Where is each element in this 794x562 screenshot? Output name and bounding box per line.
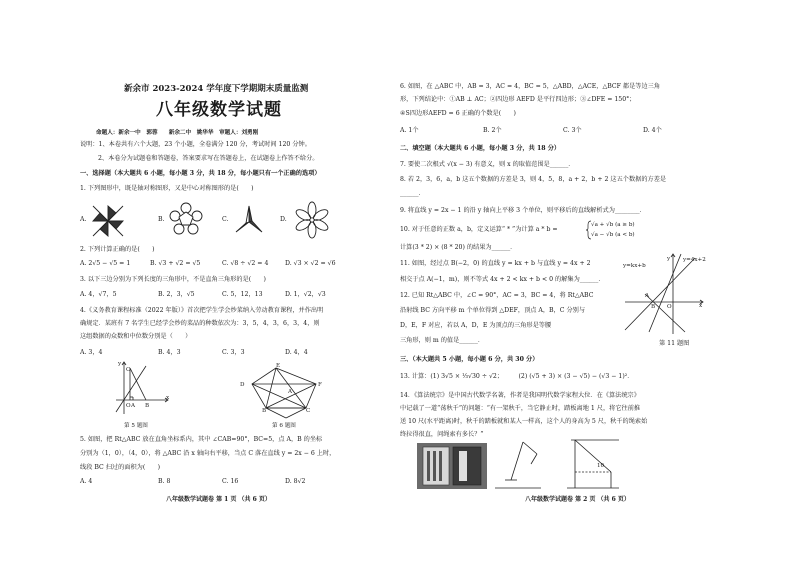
fig11-label-b: B xyxy=(651,304,656,310)
question-5-line1: 5. 如图，把 Rt△ABC 放在直角坐标系内，其中 ∠CAB=90°，BC=5，点 A，B 的坐标 xyxy=(80,436,323,443)
fig11-label-y: y xyxy=(667,256,671,262)
fig11-label-x: x xyxy=(699,303,703,309)
question-14-line4: 终拉得很直，问绳索有多长？” xyxy=(400,431,484,438)
q1-option-d: D. xyxy=(280,216,287,223)
exam-title-line1: 新余市 2023-2024 学年度下学期期末质量监测 xyxy=(124,84,309,94)
fig6-label-b: B xyxy=(262,408,267,414)
figure-6-equilateral-triangles xyxy=(246,364,328,420)
q2-option-b: B. √3 + √2 = √5 xyxy=(150,260,201,267)
figure-11-caption: 第 11 题图 xyxy=(659,340,690,347)
question-6-line2: 形，下列结论中：①AB ⊥ AC；②四边形 AEFD 是平行四边形；③∠DFE = 150°； xyxy=(400,96,636,103)
q6-option-d: D. 4个 xyxy=(643,127,662,134)
question-4-line1: 4.《义务教育课程标准（2022 年版）》首次把学生学会炒菜纳入劳动教育课程，并作出明 xyxy=(80,307,324,314)
question-8-line1: 8. 若 2，3，6，a，b 这五个数据的方差是 3，则 4，5，8，a + 2，b + 2 这五个数据的方差是 xyxy=(400,176,667,183)
question-10-line2: 计算(3 * 2) × (8 * 20) 的结果为______． xyxy=(400,244,517,251)
q4-option-a: A. 3，4 xyxy=(80,349,103,356)
question-10-line1: 10. 对于任意的正数 a，b，定义运算“ * ”为计算 a * b = xyxy=(400,226,558,233)
question-12-line4: 三角形，则 m 的值是______． xyxy=(400,337,485,344)
q3-option-d: D. 1，√2，√3 xyxy=(285,291,326,298)
q6-option-a: A. 1个 xyxy=(400,127,419,134)
figure-6-caption: 第 6 题图 xyxy=(272,423,296,429)
question-5-line3: 线段 BC 扫过的面积为( ) xyxy=(80,464,161,471)
right-page-footer: 八年级数学试题卷 第 2 页 （共 6 页） xyxy=(525,496,630,503)
q1-option-b: B. xyxy=(158,216,165,223)
question-7: 7. 要使二次根式 √(x − 3) 有意义，则 x 的取值范围是______． xyxy=(400,161,575,168)
q4-option-b: B. 4，3 xyxy=(158,349,181,356)
q1-option-a: A. xyxy=(80,216,87,223)
question-6-line1: 6. 如图，在 △ABC 中，AB = 3，AC = 4，BC = 5，△ABD，△ACE，△BCF 都是等边三角 xyxy=(400,83,661,90)
q5-option-b: B. 8 xyxy=(158,478,171,485)
question-14-line3: 送 10 尺(水平距离)时，秋千的踏板就和某人一样高，这个人的身高为 5 尺，秋千的绳索始 xyxy=(400,418,648,425)
six-petal-flower-figure xyxy=(292,200,332,240)
fig5-label-o: O xyxy=(126,403,131,409)
swing-sketch-figure xyxy=(493,440,543,490)
fig6-label-c: C xyxy=(306,408,311,414)
q3-option-c: C. 5，12，13 xyxy=(222,291,263,298)
q3-option-b: B. 2，3，√5 xyxy=(158,291,195,298)
exam-note-1: 说明：1、本卷共有六个大题，23 个小题，全卷满分 120 分，考试时间 120 分钟。 xyxy=(80,141,311,148)
left-page-footer: 八年级数学试题卷 第 1 页 （共 6 页） xyxy=(166,496,271,503)
fig11-label-y-4x-2: y=4x+2 xyxy=(683,257,706,263)
fig5-label-x: x xyxy=(166,395,170,401)
question-12-line1: 12. 已知 Rt△ABC 中，∠C = 90°，AC = 3，BC = 4，将 Rt△ABC xyxy=(400,292,594,299)
q4-option-c: C. 3，3 xyxy=(222,349,245,356)
fig5-label-b: B xyxy=(145,403,150,409)
fig5-label-c: C xyxy=(126,367,131,373)
figure-5-caption: 第 5 题图 xyxy=(124,423,148,429)
fig11-label-o: O xyxy=(667,304,672,310)
ancient-book-image xyxy=(417,443,487,489)
question-4-line2: 确规定．某班有 7 名学生已经学会炒的菜品的种数依次为：3，5，4，3，6，3，4，则 xyxy=(80,320,320,327)
exam-note-2: 2、本卷分为试题卷和答题卷，答案要求写在答题卷上，在试题卷上作答不给分。 xyxy=(98,155,319,162)
question-13: 13. 计算：(1) 3√5 × ⅓√30 ÷ √2； (2) (√5 + 3) × (3 − √5) − (√3 − 1)²． xyxy=(400,373,634,380)
question-3: 3. 以下三边分别为下列长度的三角形中，不是直角三角形的是( ) xyxy=(80,276,266,283)
q10-brace-icon xyxy=(586,220,592,240)
figure-5-coordinate-triangle xyxy=(110,360,170,416)
exam-title-line2: 八年级数学试题 xyxy=(156,100,282,120)
question-8-line2: ______． xyxy=(400,190,425,197)
q5-option-d: D. 8√2 xyxy=(285,478,306,485)
question-5-line2: 分别为（1，0），（4，0），将 △ABC 沿 x 轴向右平移，当点 C 落在直线 y = 2x − 6 上时， xyxy=(80,450,336,457)
three-blade-figure xyxy=(232,202,266,238)
fig14-label-10: 10 xyxy=(597,463,605,469)
q2-option-d: D. √3 × √2 = √6 xyxy=(285,260,336,267)
fig6-label-e: E xyxy=(276,363,281,369)
q1-option-c: C. xyxy=(222,216,229,223)
q2-option-a: A. 2√5 − √5 = 1 xyxy=(80,260,131,267)
exam-authors: 命题人：新余一中 郭蓉 新余二中 姚华华 审题人：刘勇刚 xyxy=(96,130,259,136)
swing-diagram-figure xyxy=(565,438,621,492)
question-4-line3: 这组数据的众数和中位数分别是（ ） xyxy=(80,333,192,340)
question-2: 2. 下列计算正确的是( ) xyxy=(80,246,155,253)
question-6-line3: ④S四边形AEFD = 6 正确的个数是( ) xyxy=(400,110,516,117)
fig6-label-f: F xyxy=(318,382,322,388)
q6-option-c: C. 3个 xyxy=(563,127,582,134)
question-14-line2: 中记载了一道“荡秋千”的问题：“有一架秋千，当它静止时，踏板离地 1 尺，将它往前推 xyxy=(400,405,641,412)
q3-option-a: A. 4，√7，5 xyxy=(80,291,117,298)
question-14-line1: 14．《算法统宗》是中国古代数学名著，作者是我国明代数学家程大位．在《算法统宗》 xyxy=(400,392,640,399)
question-9: 9. 将直线 y = 2x − 1 的沿 y 轴向上平移 3 个单位，则平移后的直线解析式为________． xyxy=(400,207,646,214)
pinwheel-figure xyxy=(90,203,126,239)
q6-option-b: B. 2个 xyxy=(483,127,502,134)
section3-header: 三、（本大题共 5 小题，每小题 6 分，共 30 分） xyxy=(400,356,539,363)
question-11-line1: 11. 如图，经过点 B(−2，0) 的直线 y = kx + b 与直线 y = 4x + 2 xyxy=(400,260,591,267)
q4-option-d: D. 4，4 xyxy=(285,349,308,356)
fig5-label-a: A xyxy=(131,403,136,409)
pentagon-flower-figure xyxy=(168,202,204,238)
fig6-label-d: D xyxy=(240,382,245,388)
fig6-label-a: A xyxy=(288,389,293,395)
question-12-line3: D，E，F 对应，若以 A，D，E 为顶点的三角形是等腰 xyxy=(400,322,552,329)
q5-option-a: A. 4 xyxy=(80,478,93,485)
q5-option-c: C. 16 xyxy=(222,478,239,485)
fig5-label-y: y xyxy=(118,361,122,367)
fig11-label-a: A xyxy=(645,293,650,299)
section2-header: 二、填空题（本大题共 6 小题，每小题 3 分，共 18 分） xyxy=(400,145,561,152)
question-1: 1. 下列图形中，既是轴对称图形，又是中心对称图形的是( ) xyxy=(80,185,254,192)
q10-case-2: √a − √b (a < b) xyxy=(591,232,635,238)
q10-case-1: √a + √b (a ≥ b) xyxy=(591,222,635,228)
question-12-line2: 沿射线 BC 方向平移 m 个单位得到 △DEF，顶点 A，B，C 分别与 xyxy=(400,307,586,314)
q2-option-c: C. √8 ÷ √2 = 4 xyxy=(222,260,269,267)
exam-page-right xyxy=(397,0,794,562)
question-11-line2: 相交于点 A(−1，m)，则不等式 4x + 2 < kx + b < 0 的解集为______． xyxy=(400,276,605,283)
fig11-label-y-kx-b: y=kx+b xyxy=(623,263,646,269)
section1-header: 一、选择题（本大题共 6 小题，每小题 3 分，共 18 分，每小题只有一个正确的选项） xyxy=(80,170,321,177)
